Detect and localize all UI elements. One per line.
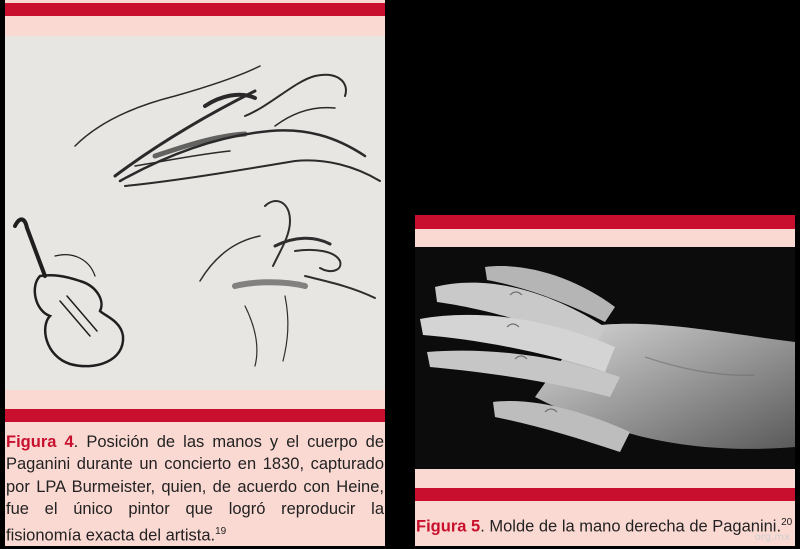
figure-5-label: Figura 5 <box>416 517 481 536</box>
figure-5-text: . Molde de la mano derecha de Paganini. <box>480 517 782 536</box>
caption-accent-bar <box>5 409 385 422</box>
figure-4-label: Figura 4 <box>6 433 74 451</box>
figure-4-panel <box>5 0 385 546</box>
figure-5-reference: 20 <box>781 517 793 528</box>
top-accent-bar <box>5 3 385 16</box>
figure-5-caption <box>416 512 794 538</box>
watermark: org.mx <box>754 532 790 543</box>
figure-4-reference: 19 <box>215 525 227 537</box>
figure-4-caption <box>6 431 384 547</box>
figure-5-hand-cast-image <box>415 247 795 469</box>
top-accent-bar <box>415 215 795 229</box>
caption-accent-bar <box>415 488 795 501</box>
figure-5-panel <box>415 215 795 546</box>
figure-4-text: . Posición de las manos y el cuerpo de Paganini durante un concierto en 1830, capturado por LPA Burmeister, quien, de acuerdo con Heine, fue el único pintor que logró reproducir la fisionomía exacta del artista. <box>6 433 384 545</box>
figure-4-sketch-image <box>5 36 385 390</box>
